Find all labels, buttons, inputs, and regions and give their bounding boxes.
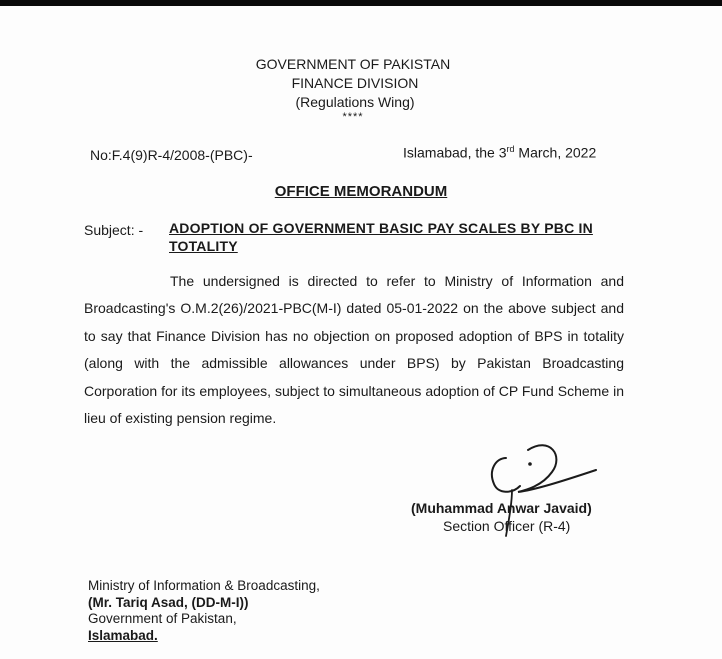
- signatory-name: (Muhammad Anwar Javaid): [411, 500, 592, 516]
- memo-date: [403, 144, 596, 161]
- addressee-government: Government of Pakistan,: [88, 611, 237, 626]
- memo-body-text: The undersigned is directed to refer to Ministry of Information and Broadcasting's O.M.2(26)/2021-PBC(M-I) dated 05-01-2022 on the above subject and to say that Finance Division has no objection on proposed adoption of BPS in totality (along with the admissible allowances under BPS) by Pakistan Broadcasting Corporation for its employees, subject to simultaneous adoption of CP Fund Scheme in lieu of existing pension regime.: [84, 273, 624, 427]
- signatory-designation: Section Officer (R-4): [443, 518, 571, 534]
- subject-label: Subject: -: [84, 222, 144, 238]
- signature-stroke-main: [492, 445, 596, 492]
- letterhead-government: GOVERNMENT OF PAKISTAN: [255, 56, 451, 72]
- letterhead-wing: (Regulations Wing): [295, 94, 415, 110]
- letterhead-division: FINANCE DIVISION: [291, 75, 419, 91]
- letterhead-ornament: ****: [342, 111, 364, 123]
- subject-text: ADOPTION OF GOVERNMENT BASIC PAY SCALES BY PBC IN TOTALITY: [169, 220, 593, 254]
- date-place: Islamabad, the 3: [403, 144, 507, 161]
- date-month-year: March, 2022: [514, 144, 597, 161]
- memo-body: [84, 268, 624, 432]
- addressee-officer: (Mr. Tariq Asad, (DD-M-I)): [88, 595, 249, 610]
- addressee-city: Islamabad.: [88, 628, 158, 643]
- memo-title: OFFICE MEMORANDUM: [274, 183, 448, 200]
- signature-dot: [528, 462, 532, 466]
- date-suffix: rd: [506, 144, 515, 154]
- reference-number: No:F.4(9)R-4/2008-(PBC)-: [90, 147, 253, 163]
- addressee-ministry: Ministry of Information & Broadcasting,: [88, 578, 320, 593]
